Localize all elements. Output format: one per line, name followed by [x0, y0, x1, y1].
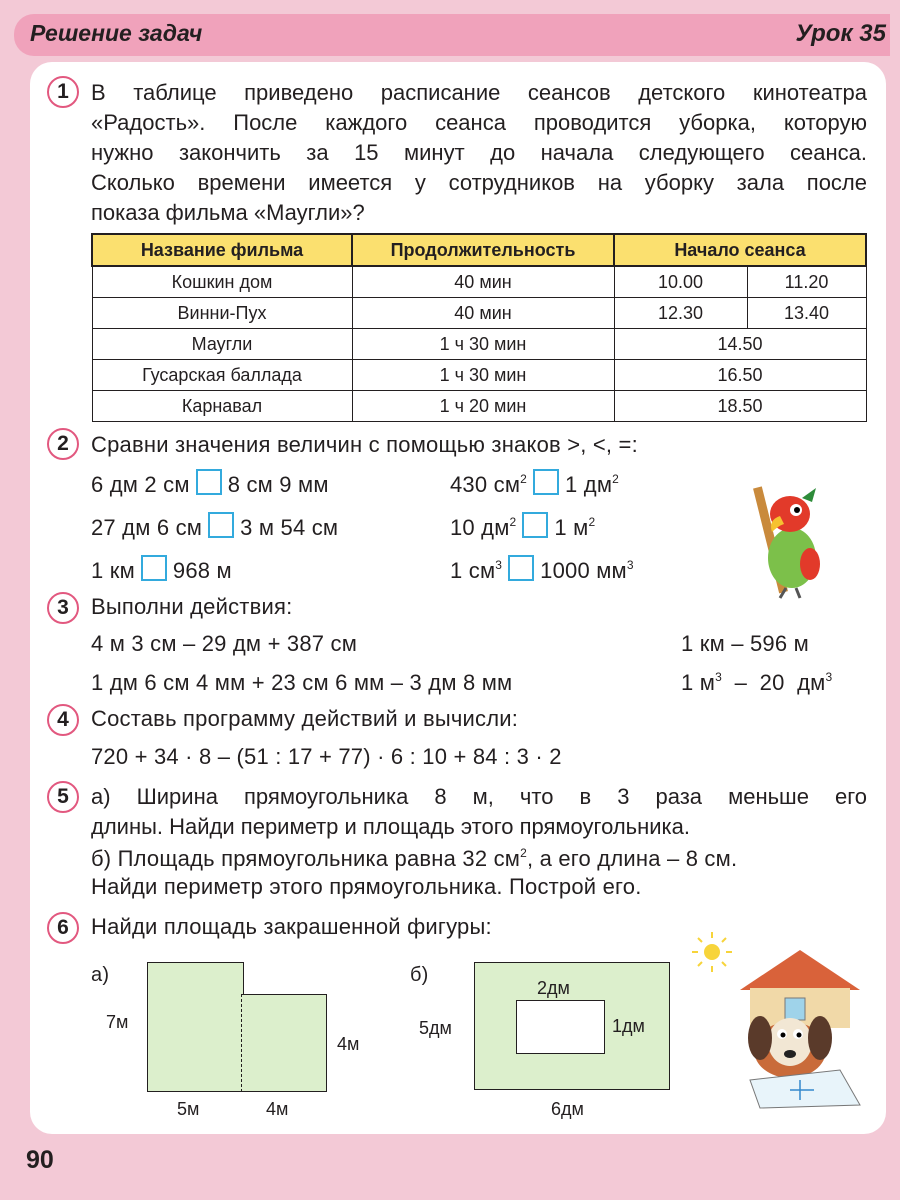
table-row — [92, 266, 866, 298]
table-row — [92, 329, 866, 360]
film-cell: Гусарская баллада — [92, 360, 352, 391]
superscript: 2 — [509, 515, 517, 529]
start-cell: 12.30 — [614, 298, 747, 329]
task4-expression: 720 + 34 · 8 – (51 : 17 + 77) · 6 : 10 + 84 : 3 · 2 — [91, 744, 562, 769]
start-cell: 18.50 — [614, 391, 866, 422]
expr-part: – 20 дм — [721, 670, 826, 695]
compare-left: 1 км — [91, 558, 135, 583]
compare-right: 1000 мм — [540, 558, 627, 583]
task3-expression: 4 м 3 см – 29 дм + 387 см — [91, 631, 358, 656]
task4-text: Составь программу действий и вычисли: — [91, 706, 519, 731]
duration-cell: 40 мин — [352, 266, 614, 298]
compare-left: 430 см — [450, 472, 521, 497]
dog-illustration — [690, 930, 870, 1110]
task1-line: показа фильма «Маугли»? — [91, 200, 365, 225]
figure-a-left-rect — [147, 962, 244, 1092]
start-cell: 14.50 — [614, 329, 866, 360]
superscript: 2 — [612, 472, 620, 486]
compare-left: 10 дм — [450, 515, 510, 540]
compare-row — [450, 512, 595, 541]
compare-row — [91, 512, 338, 541]
superscript: 3 — [825, 670, 833, 684]
compare-right: 968 м — [172, 558, 232, 583]
compare-row — [91, 469, 329, 498]
figure-a-label: а) — [91, 964, 110, 986]
figure-a-width-right: 4м — [266, 1099, 289, 1119]
task3-text: Выполни действия: — [91, 594, 293, 619]
task6-text: Найди площадь закрашенной фигуры: — [91, 914, 492, 939]
task5-b-line — [91, 846, 737, 872]
compare-row — [450, 469, 619, 498]
compare-left: 6 дм 2 см — [91, 472, 190, 497]
table-header-row — [92, 234, 866, 266]
header-start: Начало сеанса — [614, 234, 866, 266]
figure-b-label: б) — [410, 964, 429, 986]
task2-text: Сравни значения величин с помощью знаков >, <, =: — [91, 432, 638, 457]
start-cell: 10.00 — [614, 266, 747, 298]
page-number: 90 — [26, 1146, 54, 1174]
task3-expression — [681, 670, 832, 696]
start-cell: 11.20 — [747, 266, 866, 298]
table-row — [92, 360, 866, 391]
task1-line: «Радость». После каждого сеанса проводится уборка, которую — [91, 110, 867, 135]
task-number-3: 3 — [47, 592, 79, 624]
task5-line: а) Ширина прямоугольника 8 м, что в 3 раза меньше его — [91, 784, 867, 809]
task1-text — [91, 78, 867, 228]
superscript: 3 — [495, 558, 503, 572]
task1-line: нужно закончить за 15 минут до начала следующего сеанса. — [91, 140, 867, 165]
compare-right: 1 дм — [565, 472, 613, 497]
table-row — [92, 391, 866, 422]
compare-box[interactable] — [196, 469, 222, 495]
figure-b-height: 5дм — [419, 1018, 452, 1038]
task-number-1: 1 — [47, 76, 79, 108]
figure-a-width-left: 5м — [177, 1099, 200, 1119]
task-number-6: 6 — [47, 912, 79, 944]
header-duration: Продолжительность — [352, 234, 614, 266]
compare-box[interactable] — [533, 469, 559, 495]
figure-b-inner-rect — [516, 1000, 605, 1054]
compare-right: 8 см 9 мм — [227, 472, 329, 497]
task-number-4: 4 — [47, 704, 79, 736]
parrot-illustration — [732, 480, 832, 600]
duration-cell: 1 ч 30 мин — [352, 360, 614, 391]
compare-row — [450, 555, 634, 584]
duration-cell: 1 ч 20 мин — [352, 391, 614, 422]
film-cell: Винни-Пух — [92, 298, 352, 329]
compare-right: 1 м — [554, 515, 589, 540]
compare-left: 1 см — [450, 558, 496, 583]
superscript: 2 — [588, 515, 596, 529]
compare-row — [91, 555, 232, 584]
text-part: б) Площадь прямоугольника равна 32 см — [91, 846, 521, 871]
task1-line: Сколько времени имеется у сотрудников на уборку зала после — [91, 170, 867, 195]
table-row — [92, 298, 866, 329]
topic-title: Решение задач — [30, 20, 203, 46]
expr-part: 1 м — [681, 670, 716, 695]
duration-cell: 1 ч 30 мин — [352, 329, 614, 360]
superscript: 3 — [626, 558, 634, 572]
task3-expression: 1 км – 596 м — [681, 631, 809, 656]
figure-a-right-rect — [241, 994, 327, 1092]
start-cell: 13.40 — [747, 298, 866, 329]
task5-b-line: Найди периметр этого прямоугольника. Построй его. — [91, 874, 642, 899]
film-cell: Кошкин дом — [92, 266, 352, 298]
compare-left: 27 дм 6 см — [91, 515, 203, 540]
compare-box[interactable] — [522, 512, 548, 538]
task3-expression: 1 дм 6 см 4 мм + 23 см 6 мм – 3 дм 8 мм — [91, 670, 513, 695]
text-part: , а его длина – 8 см. — [526, 846, 738, 871]
compare-box[interactable] — [141, 555, 167, 581]
compare-right: 3 м 54 см — [240, 515, 339, 540]
compare-box[interactable] — [508, 555, 534, 581]
task1-line: В таблице приведено расписание сеансов детского кинотеатра — [91, 80, 867, 105]
task-number-2: 2 — [47, 428, 79, 460]
duration-cell: 40 мин — [352, 298, 614, 329]
figure-a-height-right: 4м — [337, 1034, 360, 1054]
figure-a-height-left: 7м — [106, 1012, 129, 1032]
task-number-5: 5 — [47, 781, 79, 813]
task5-line: длины. Найди периметр и площадь этого прямоугольника. — [91, 814, 691, 839]
header-film: Название фильма — [92, 234, 352, 266]
superscript: 2 — [520, 472, 528, 486]
film-cell: Карнавал — [92, 391, 352, 422]
superscript: 2 — [520, 846, 527, 860]
figure-b-inner-width: 2дм — [537, 978, 570, 998]
figure-b-inner-height: 1дм — [612, 1016, 645, 1036]
start-cell: 16.50 — [614, 360, 866, 391]
schedule-table — [91, 233, 867, 422]
superscript: 3 — [715, 670, 722, 684]
figure-b-width: 6дм — [551, 1099, 584, 1119]
compare-box[interactable] — [208, 512, 234, 538]
film-cell: Маугли — [92, 329, 352, 360]
task5-a-text — [91, 782, 867, 842]
lesson-title: Урок 35 — [795, 20, 886, 47]
